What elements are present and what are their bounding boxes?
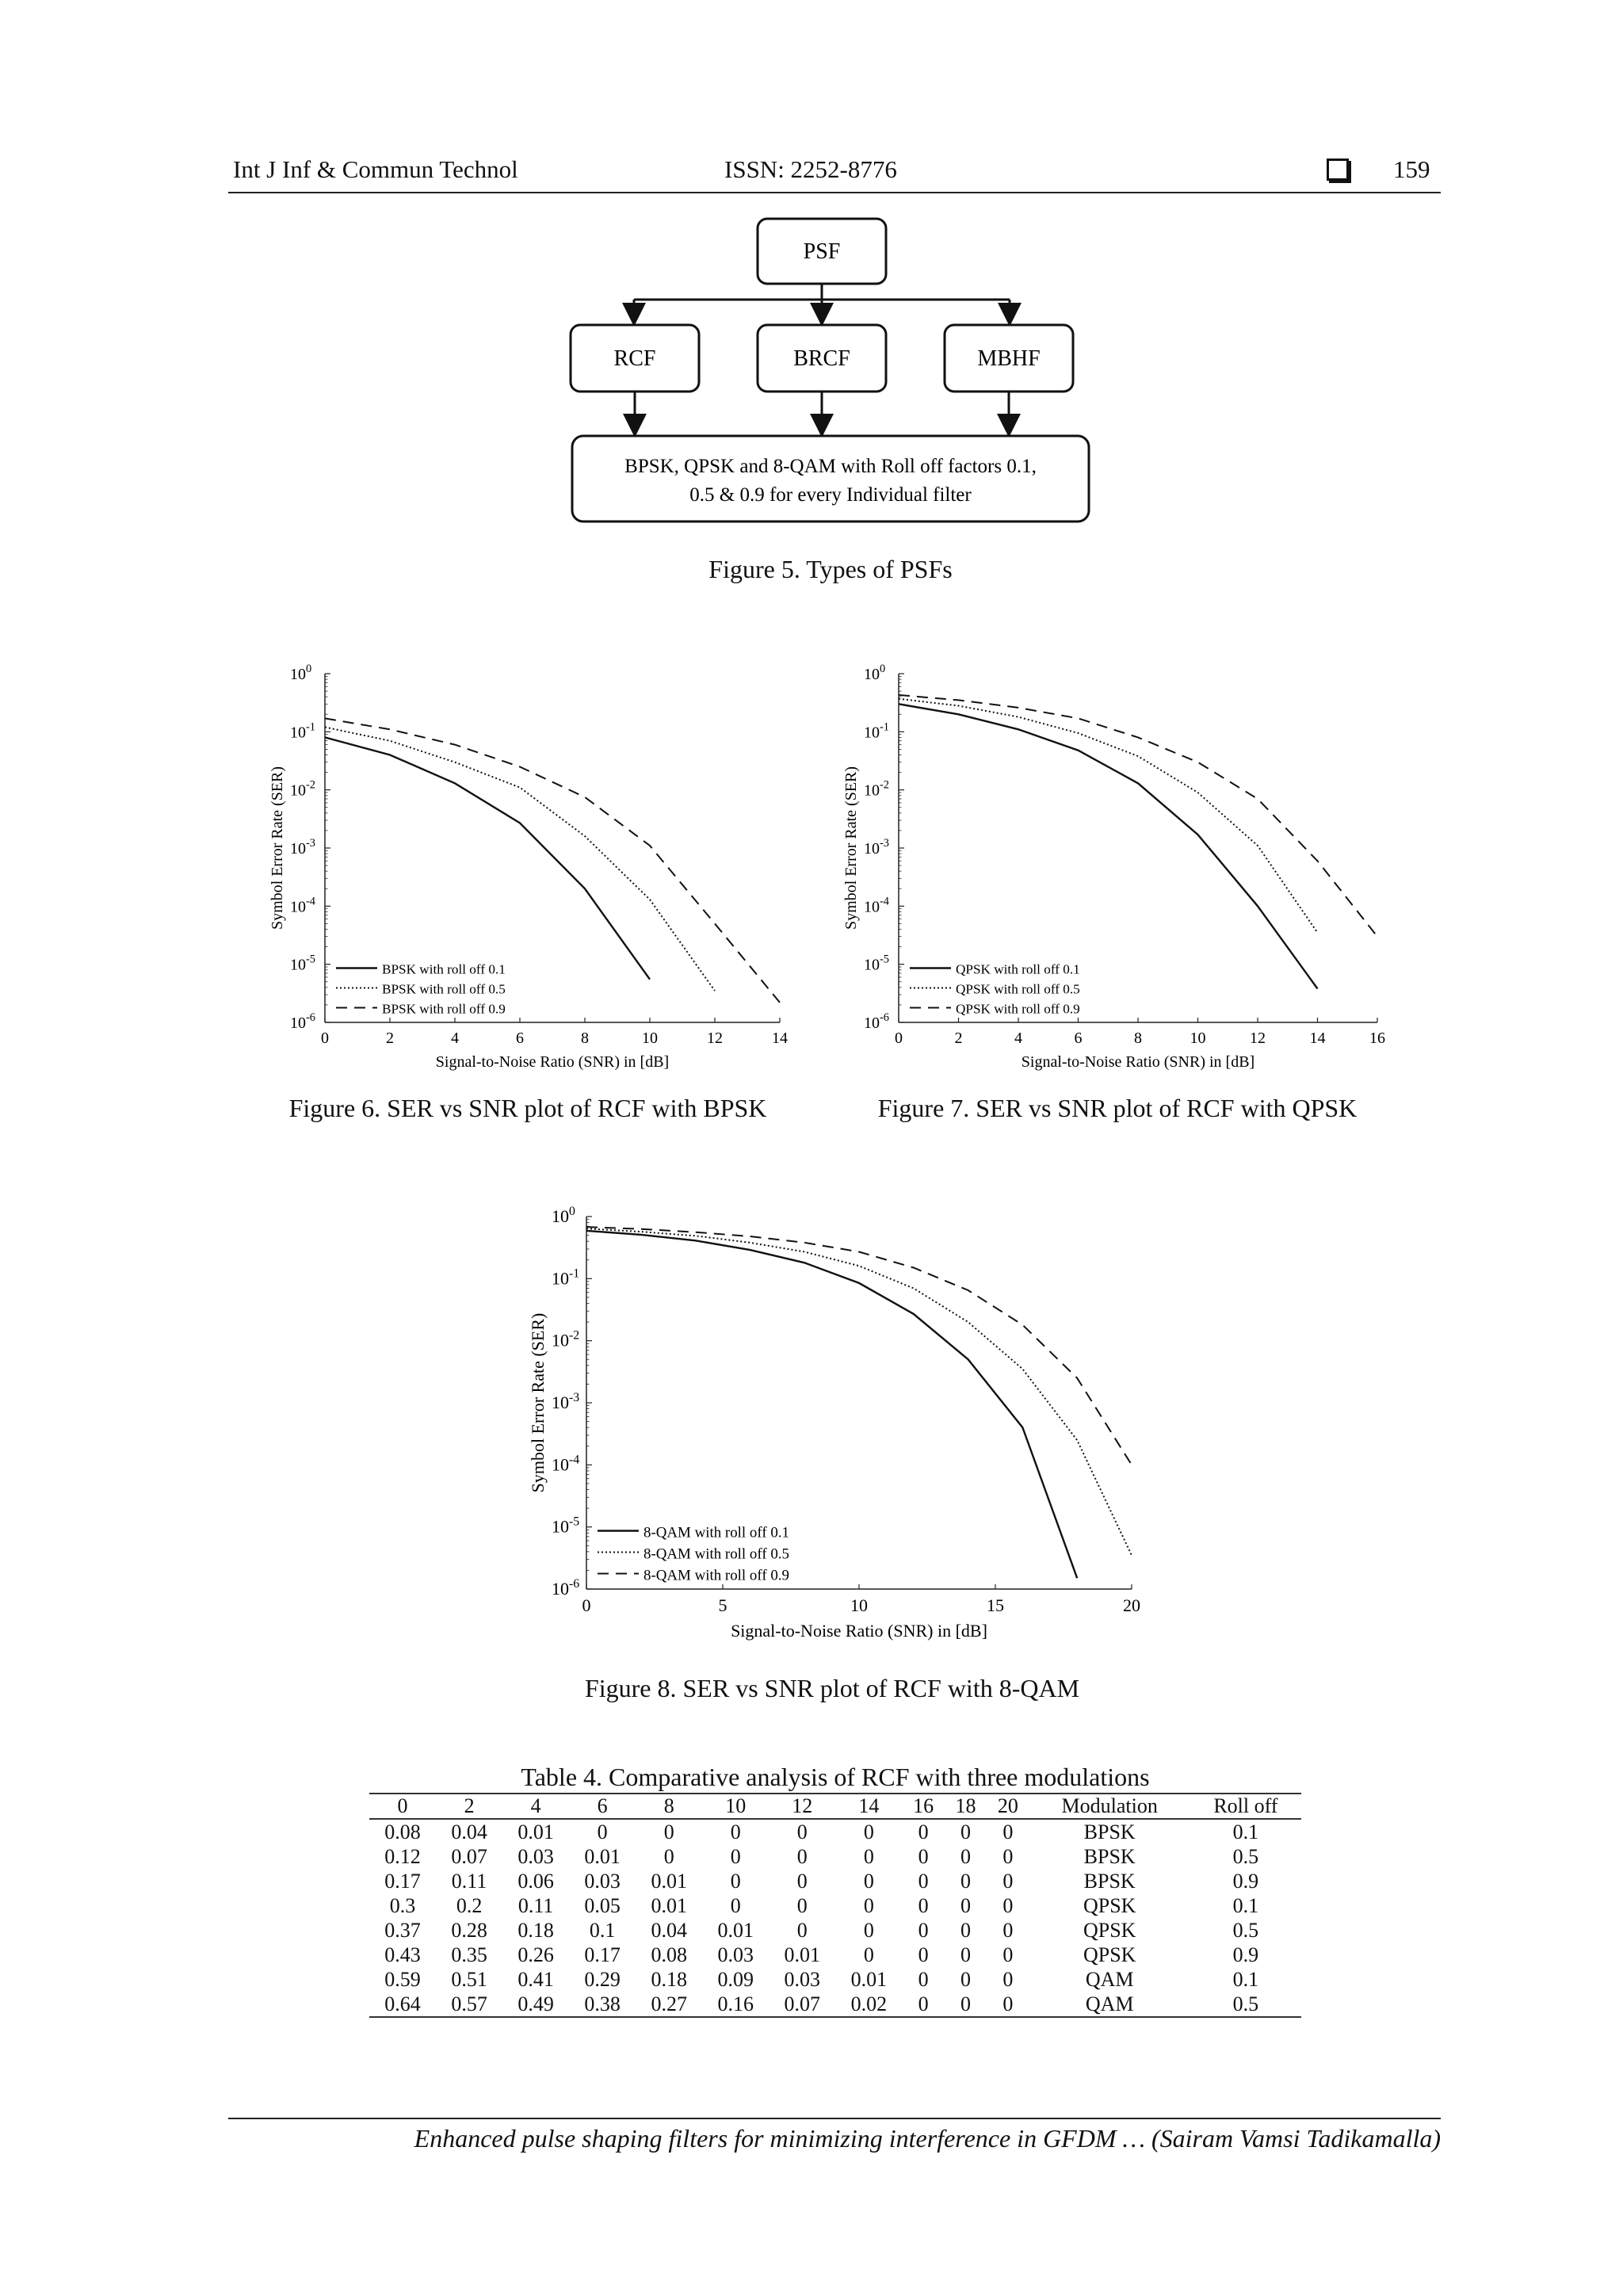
x-tick-label: 0 (321, 1030, 329, 1047)
table-4-title: Table 4. Comparative analysis of RCF with three modulations (521, 1763, 1150, 1791)
table-cell: 0 (902, 1992, 944, 2017)
y-tick-label: $10^{-5}$ (864, 953, 889, 974)
x-tick-label: 16 (1369, 1030, 1385, 1047)
y-tick-label: $10^0$ (552, 1205, 575, 1226)
table-cell: 0 (960, 1893, 971, 1917)
x-tick-label: 0 (895, 1030, 903, 1047)
journal-name: Int J Inf & Commun Technol (233, 155, 518, 183)
legend-label: BPSK with roll off 0.1 (382, 961, 506, 977)
y-tick-label: $10^{-5}$ (552, 1515, 580, 1537)
x-tick-label: 10 (642, 1030, 658, 1047)
column-header: 10 (702, 1794, 769, 1819)
figure-8-chart (507, 1193, 1157, 1652)
y-tick-label: $10^{-3}$ (552, 1391, 580, 1412)
figure-5-diagram (555, 212, 1109, 529)
table-cell: 0.08 (651, 1943, 687, 1966)
series-line (899, 704, 1318, 988)
table-cell: 0.27 (636, 1992, 702, 2017)
table-cell: 0 (987, 1992, 1029, 2017)
table-cell: 0 (863, 1869, 874, 1893)
footer-rule (228, 2118, 1441, 2119)
table-cell: 0.04 (651, 1918, 687, 1942)
table-cell: 0 (960, 1820, 971, 1843)
table-cell: 0 (918, 1918, 929, 1942)
table-cell: 0 (1002, 1844, 1014, 1868)
table-cell: 0 (960, 1869, 971, 1893)
x-tick-label: 20 (1123, 1595, 1140, 1615)
table-cell: 0 (918, 1844, 929, 1868)
y-tick-label: $10^{-1}$ (290, 720, 315, 742)
table-row (369, 1967, 1301, 1992)
table-cell: 0.12 (384, 1844, 421, 1868)
table-cell: BPSK (1083, 1844, 1136, 1868)
legend-label: BPSK with roll off 0.9 (382, 1001, 506, 1017)
table-cell: 0.18 (517, 1918, 554, 1942)
column-header: 12 (769, 1794, 835, 1819)
y-axis-label: Symbol Error Rate (SER) (842, 766, 860, 930)
y-tick-label: $10^{-4}$ (290, 895, 315, 916)
column-header: 14 (835, 1794, 902, 1819)
table-cell: 0.11 (517, 1893, 554, 1917)
legend-label: 8-QAM with roll off 0.9 (643, 1567, 789, 1584)
x-tick-label: 4 (451, 1030, 459, 1047)
table-cell: 0 (1002, 1918, 1014, 1942)
x-tick-label: 10 (850, 1595, 868, 1615)
table-cell: 0 (960, 1844, 971, 1868)
x-tick-label: 2 (954, 1030, 963, 1047)
y-tick-label: $10^0$ (290, 663, 312, 683)
table-cell: 0.03 (584, 1869, 621, 1893)
table-cell: 0.1 (1232, 1893, 1259, 1917)
figure-5-caption: Figure 5. Types of PSFs (708, 555, 953, 583)
x-axis-label: Signal-to-Noise Ratio (SNR) in [dB] (731, 1621, 987, 1641)
table-cell: 0 (1002, 1869, 1014, 1893)
y-tick-label: $10^{-2}$ (864, 778, 889, 800)
table-cell: 0.5 (1190, 1992, 1301, 2017)
table-row (369, 1992, 1301, 2017)
y-tick-label: $10^{-6}$ (290, 1011, 315, 1032)
table-cell: 0.5 (1232, 1844, 1259, 1868)
table-cell: QPSK (1083, 1918, 1136, 1942)
table-cell: 0 (730, 1844, 741, 1868)
table-row (369, 1869, 1301, 1893)
x-tick-label: 2 (386, 1030, 394, 1047)
table-cell: QPSK (1083, 1893, 1136, 1917)
modulation-line-2: 0.5 & 0.9 for every Individual filter (689, 484, 972, 506)
table-row (369, 1844, 1301, 1869)
table-cell: 0.07 (769, 1992, 835, 2017)
table-cell: 0.02 (835, 1992, 902, 2017)
brcf-label: BRCF (793, 346, 850, 371)
series-line (586, 1228, 1132, 1555)
table-cell: 0.01 (717, 1918, 754, 1942)
table-cell: 0 (796, 1893, 808, 1917)
table-cell: 0.03 (717, 1943, 754, 1966)
y-axis-label: Symbol Error Rate (SER) (528, 1312, 548, 1493)
table-cell: BPSK (1083, 1869, 1136, 1893)
column-header: 8 (636, 1794, 702, 1819)
table-cell: 0 (1002, 1967, 1014, 1991)
modulation-box (572, 436, 1089, 521)
y-tick-label: $10^{-6}$ (552, 1577, 580, 1599)
table-cell: 0 (597, 1820, 608, 1843)
figure-6-caption: Figure 6. SER vs SNR plot of RCF with BPSK (288, 1094, 767, 1122)
y-tick-label: $10^0$ (864, 663, 886, 683)
table-cell: 0 (730, 1820, 741, 1843)
modulation-line-1: BPSK, QPSK and 8-QAM with Roll off factors 0.1, (624, 456, 1037, 477)
table-cell: 0.1 (589, 1918, 616, 1942)
table-cell: 0 (1002, 1820, 1014, 1843)
square-icon (1327, 159, 1349, 181)
y-tick-label: $10^{-4}$ (552, 1453, 580, 1475)
running-header (228, 155, 1441, 193)
table-cell: 0.51 (451, 1967, 487, 1991)
x-tick-label: 8 (1134, 1030, 1142, 1047)
table-row (369, 1819, 1301, 1844)
table-cell: 0.38 (569, 1992, 636, 2017)
y-tick-label: $10^{-2}$ (290, 778, 315, 800)
table-cell: QAM (1085, 1967, 1134, 1991)
table-cell: QAM (1029, 1992, 1190, 2017)
column-header: Modulation (1029, 1794, 1190, 1819)
table-cell: 0.43 (384, 1943, 421, 1966)
table-cell: 0 (796, 1869, 808, 1893)
table-cell: 0 (730, 1869, 741, 1893)
table-cell: 0.57 (436, 1992, 502, 2017)
x-axis-label: Signal-to-Noise Ratio (SNR) in [dB] (435, 1053, 670, 1071)
x-tick-label: 14 (1309, 1030, 1326, 1047)
table-cell: 0.01 (651, 1869, 687, 1893)
table-cell: QPSK (1083, 1943, 1136, 1966)
column-header: 6 (569, 1794, 636, 1819)
y-tick-label: $10^{-1}$ (552, 1266, 580, 1289)
table-4 (369, 1793, 1301, 2018)
figure-6-chart (258, 650, 813, 1078)
table-cell: 0.01 (850, 1967, 888, 1991)
figure-7-chart (834, 650, 1404, 1078)
table-cell: 0 (1002, 1893, 1014, 1917)
y-tick-label: $10^{-2}$ (552, 1328, 580, 1350)
x-tick-label: 4 (1014, 1030, 1022, 1047)
table-row (369, 1893, 1301, 1918)
table-cell: 0.26 (517, 1943, 554, 1966)
table-cell: 0 (863, 1893, 874, 1917)
psf-label: PSF (803, 239, 841, 264)
column-header: 18 (945, 1794, 987, 1819)
table-cell: 0.17 (584, 1943, 621, 1966)
x-tick-label: 12 (1250, 1030, 1266, 1047)
x-axis-label: Signal-to-Noise Ratio (SNR) in [dB] (1021, 1053, 1255, 1071)
table-cell: 0 (663, 1820, 674, 1843)
legend-label: QPSK with roll off 0.1 (956, 961, 1080, 977)
column-header: 2 (436, 1794, 502, 1819)
table-cell: 0.09 (717, 1967, 754, 1991)
series-line (325, 718, 780, 1003)
table-cell: 0.9 (1232, 1943, 1259, 1966)
table-cell: 0.06 (517, 1869, 554, 1893)
table-cell: 0.49 (502, 1992, 569, 2017)
table-header-row (369, 1794, 1301, 1819)
column-header: 4 (502, 1794, 569, 1819)
table-cell: 0 (863, 1820, 874, 1843)
table-cell: 0 (945, 1992, 987, 2017)
running-footer: Enhanced pulse shaping filters for minimizing interference in GFDM … (Sairam Vamsi Tadikamalla) (414, 2124, 1441, 2153)
table-cell: 0.01 (584, 1844, 621, 1868)
table-cell: 0 (960, 1967, 971, 1991)
table-cell: 0.3 (389, 1893, 416, 1917)
table-cell: 0.2 (456, 1893, 483, 1917)
column-header: 16 (902, 1794, 944, 1819)
x-tick-label: 6 (516, 1030, 524, 1047)
series-line (325, 737, 650, 979)
table-cell: 0.1 (1232, 1967, 1259, 1991)
table-cell: 0 (796, 1918, 808, 1942)
x-tick-label: 12 (707, 1030, 723, 1047)
table-row (369, 1918, 1301, 1943)
table-cell: 0 (1002, 1943, 1014, 1966)
table-cell: 0.07 (451, 1844, 487, 1868)
x-tick-label: 14 (772, 1030, 788, 1047)
table-cell: 0.28 (451, 1918, 487, 1942)
table-cell: 0.35 (451, 1943, 487, 1966)
table-cell: 0.03 (784, 1967, 821, 1991)
table-cell: 0 (730, 1893, 741, 1917)
table-cell: 0.01 (651, 1893, 687, 1917)
table-cell: 0 (663, 1844, 674, 1868)
rcf-label: RCF (613, 346, 656, 371)
table-cell: 0.64 (369, 1992, 436, 2017)
table-cell: 0.16 (702, 1992, 769, 2017)
y-tick-label: $10^{-4}$ (864, 895, 889, 916)
table-cell: 0.17 (384, 1869, 421, 1893)
y-tick-label: $10^{-5}$ (290, 953, 315, 974)
table-cell: 0.08 (384, 1820, 421, 1843)
column-header: 0 (369, 1794, 436, 1819)
table-cell: 0 (863, 1844, 874, 1868)
table-cell: 0.1 (1232, 1820, 1259, 1843)
table-cell: 0.03 (517, 1844, 554, 1868)
table-cell: 0.04 (451, 1820, 487, 1843)
table-cell: 0 (960, 1943, 971, 1966)
mbhf-label: MBHF (977, 346, 1041, 371)
table-row (369, 1943, 1301, 1967)
column-header: Roll off (1190, 1794, 1301, 1819)
table-cell: 0 (863, 1918, 874, 1942)
table-cell: 0.9 (1232, 1869, 1259, 1893)
y-tick-label: $10^{-3}$ (864, 837, 889, 858)
table-cell: 0.01 (517, 1820, 554, 1843)
table-cell: 0.59 (384, 1967, 421, 1991)
series-line (586, 1227, 1132, 1465)
table-cell: 0.01 (784, 1943, 821, 1966)
figure-8-caption: Figure 8. SER vs SNR plot of RCF with 8-QAM (584, 1674, 1080, 1702)
legend-label: 8-QAM with roll off 0.1 (643, 1524, 789, 1541)
y-axis-label: Symbol Error Rate (SER) (269, 766, 286, 930)
table-cell: 0 (796, 1820, 808, 1843)
table-cell: 0.37 (384, 1918, 421, 1942)
y-tick-label: $10^{-6}$ (864, 1011, 889, 1032)
series-line (899, 699, 1318, 933)
legend-label: BPSK with roll off 0.5 (382, 981, 506, 997)
x-tick-label: 0 (582, 1595, 591, 1615)
x-tick-label: 5 (718, 1595, 727, 1615)
legend-label: QPSK with roll off 0.5 (956, 981, 1080, 997)
figure-7-caption: Figure 7. SER vs SNR plot of RCF with QPSK (877, 1094, 1358, 1122)
table-cell: 0 (918, 1893, 929, 1917)
x-tick-label: 8 (581, 1030, 589, 1047)
table-cell: 0.5 (1232, 1918, 1259, 1942)
table-cell: 0.41 (517, 1967, 554, 1991)
table-cell: 0 (863, 1943, 874, 1966)
x-tick-label: 10 (1190, 1030, 1206, 1047)
table-cell: 0 (918, 1967, 929, 1991)
table-cell: 0 (796, 1844, 808, 1868)
table-cell: 0 (918, 1869, 929, 1893)
table-cell: 0.05 (584, 1893, 621, 1917)
page-number: 159 (1393, 155, 1430, 183)
table-cell: 0 (960, 1918, 971, 1942)
y-tick-label: $10^{-3}$ (290, 837, 315, 858)
x-tick-label: 6 (1074, 1030, 1083, 1047)
x-tick-label: 15 (987, 1595, 1004, 1615)
y-tick-label: $10^{-1}$ (864, 720, 889, 742)
issn: ISSN: 2252-8776 (724, 155, 897, 183)
table-cell: BPSK (1083, 1820, 1136, 1843)
legend-label: 8-QAM with roll off 0.5 (643, 1545, 789, 1563)
column-header: 20 (987, 1794, 1029, 1819)
series-line (899, 695, 1377, 937)
table-cell: 0.29 (584, 1967, 621, 1991)
table-cell: 0 (918, 1943, 929, 1966)
table-cell: 0.18 (651, 1967, 687, 1991)
table-cell: 0.11 (451, 1869, 487, 1893)
table-cell: 0 (918, 1820, 929, 1843)
legend-label: QPSK with roll off 0.9 (956, 1001, 1080, 1017)
